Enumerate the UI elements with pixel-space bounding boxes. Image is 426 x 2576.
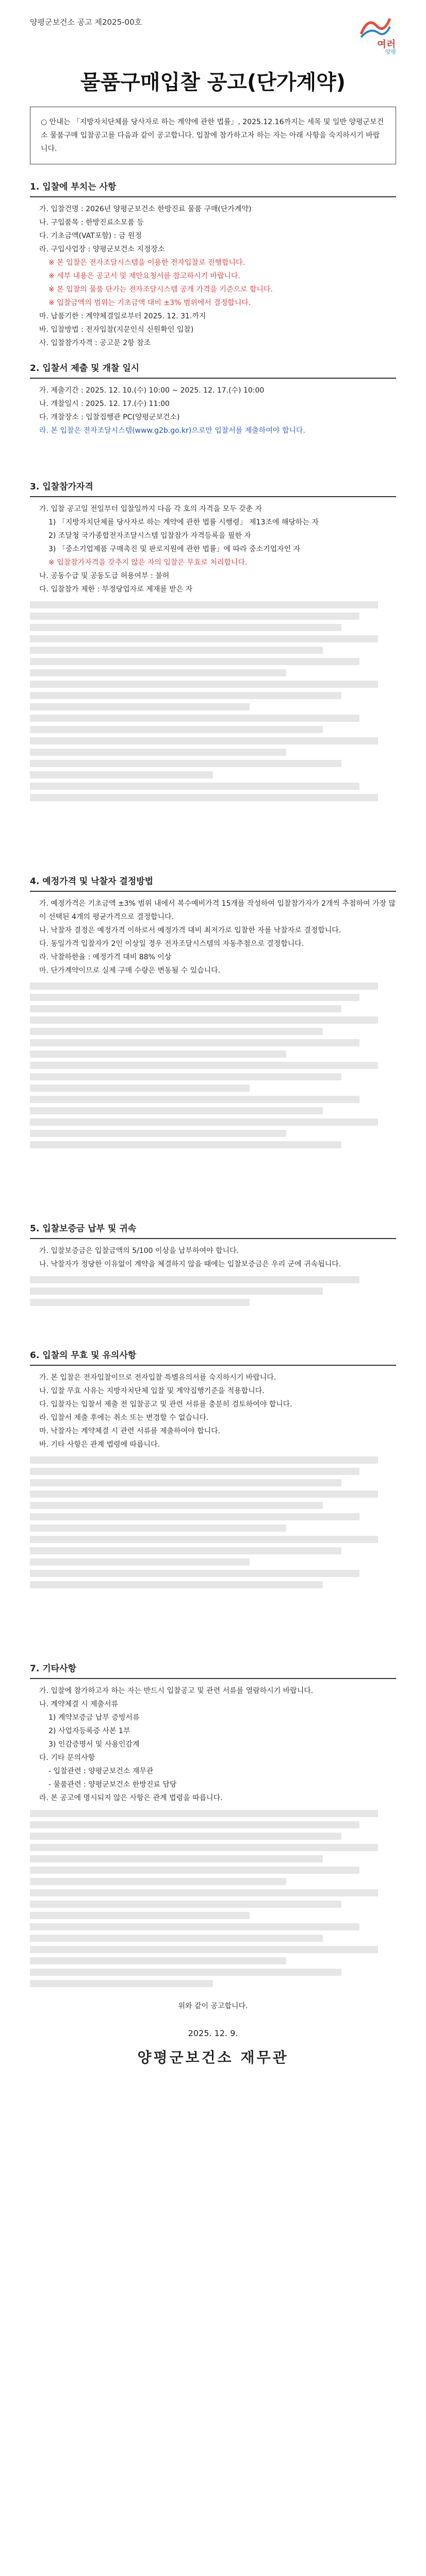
s2-item: 가. 제출기간 : 2025. 12. 10.(수) 10:00 ~ 2025. 12. 17.(수) 10:00	[39, 386, 265, 395]
s5-body-text	[30, 1276, 396, 1306]
s7-item: 나. 계약체결 시 제출서류	[39, 1700, 119, 1708]
logo-subtext: 양평	[385, 48, 396, 55]
s6-item: 라. 입찰서 제출 후에는 취소 또는 변경할 수 없습니다.	[39, 1414, 209, 1422]
county-logo	[335, 12, 396, 54]
s4-item: 나. 낙찰자 결정은 예정가격 이하로서 예정가격 대비 최저가로 입찰한 자를 낙찰자로 결정합니다.	[39, 926, 341, 935]
footer-signature: 양평군보건소 재무관	[137, 2049, 289, 2066]
s6-item: 나. 입찰 무효 사유는 지방자치단체 입찰 및 계약집행기준을 적용합니다.	[39, 1387, 265, 1395]
s1-note: ※ 입찰금액의 범위는 기초금액 대비 ±3% 범위에서 결정합니다.	[48, 299, 251, 307]
s7-item: 라. 본 공고에 명시되지 않은 사항은 관계 법령을 따릅니다.	[39, 1794, 223, 1802]
s6-body-text	[30, 1456, 396, 1588]
s7-item: 3) 인감증명서 및 사용인감계	[48, 1740, 140, 1749]
section-2	[30, 361, 396, 437]
s1-extra: 바. 입찰방법 : 전자입찰(지문인식 신원확인 입찰)	[39, 326, 194, 334]
section-6	[30, 1348, 396, 1588]
section-1	[30, 180, 396, 350]
s1-item: 라. 구입사업장 : 양평군보건소 지정장소	[39, 245, 165, 253]
header	[30, 12, 396, 62]
section-6-title: 6. 입찰의 무효 및 유의사항	[30, 1348, 396, 1366]
s2-item: 라. 본 입찰은 전자조달시스템(www.g2b.go.kr)으로만 입찰서를 제출하여야 합니다.	[39, 427, 305, 435]
section-7-title: 7. 기타사항	[30, 1662, 396, 1679]
s7-body-text	[30, 1810, 396, 1987]
section-5	[30, 1222, 396, 1306]
page-title: 물품구매입찰 공고(단가계약)	[80, 71, 346, 94]
intro-box: ○ 안내는 「지방자치단체를 당사자로 하는 계약에 관한 법률」, 2025.12.16까지는 세목 및 일반 양평군보건소 물품구매 입찰공고를 다음과 같이 공고합니다. 입찰에 참가하고자 하는 자는 아래 사항을 숙지하시기 바랍니다.	[30, 107, 396, 164]
s1-extra: 사. 입찰참가자격 : 공고문 2항 참조	[39, 339, 151, 347]
closing-text: 위와 같이 공고합니다.	[178, 2002, 248, 2010]
s7-item: 2) 사업자등록증 사본 1부	[48, 1727, 130, 1735]
notice-number: 양평군보건소 공고 제2025-00호	[30, 18, 142, 27]
s6-item: 다. 입찰자는 입찰서 제출 전 입찰공고 및 관련 서류를 충분히 검토하여야 합니다.	[39, 1400, 292, 1409]
s7-item: 다. 기타 문의사항	[39, 1754, 95, 1762]
s4-item: 가. 예정가격은 기초금액 ±3% 범위 내에서 복수예비가격 15개를 작성하여 입찰참가자가 2개씩 추첨하여 가장 많이 선택된 4개의 평균가격으로 결정합니다.	[39, 900, 396, 921]
s3-lead: 가. 입찰 공고일 전일부터 입찰일까지 다음 각 호의 자격을 모두 갖춘 자	[39, 505, 263, 513]
s2-item: 다. 개찰장소 : 입찰집행관 PC(양평군보건소)	[39, 413, 180, 421]
s3-more: 나. 공동수급 및 공동도급 허용여부 : 불허	[39, 572, 170, 580]
s7-item: 1) 계약보증금 납부 증빙서류	[48, 1714, 140, 1722]
s4-item: 마. 단가계약이므로 실제 구매 수량은 변동될 수 있습니다.	[39, 967, 221, 975]
s6-item: 마. 낙찰자는 계약체결 시 관련 서류를 제출하여야 합니다.	[39, 1427, 221, 1435]
s7-item: - 입찰관련 : 양평군보건소 재무관	[48, 1767, 154, 1775]
s1-note: ※ 본 입찰의 물품 단가는 전자조달시스템 공개 가격을 기준으로 합니다.	[48, 285, 273, 294]
section-4	[30, 874, 396, 1148]
s4-item: 라. 낙찰하한율 : 예정가격 대비 88% 이상	[39, 953, 172, 961]
s1-note: ※ 본 입찰은 전자조달시스템을 이용한 전자입찰로 진행합니다.	[48, 259, 245, 267]
s3-note: ※ 입찰참가자격을 갖추지 않은 자의 입찰은 무효로 처리합니다.	[48, 558, 248, 567]
section-2-title: 2. 입찰서 제출 및 개찰 일시	[30, 361, 396, 379]
s3-item: 2) 조달청 국가종합전자조달시스템 입찰참가 자격등록을 필한 자	[48, 532, 251, 540]
s1-note: ※ 세부 내용은 공고서 및 제안요청서를 참고하시기 바랍니다.	[48, 272, 240, 280]
s3-more: 다. 입찰참가 제한 : 부정당업자로 제재를 받은 자	[39, 585, 193, 594]
s3-body-text	[30, 601, 396, 801]
footer-date: 2025. 12. 9.	[188, 2028, 238, 2038]
s7-item: - 물품관련 : 양평군보건소 한방진료 담당	[48, 1781, 177, 1789]
section-3-title: 3. 입찰참가자격	[30, 480, 396, 497]
s4-item: 다. 동일가격 입찰자가 2인 이상일 경우 전자조달시스템의 자동추첨으로 결정합니다.	[39, 940, 304, 948]
s1-item: 나. 구입품목 : 한방진료소모품 등	[39, 218, 144, 227]
section-4-title: 4. 예정가격 및 낙찰자 결정방법	[30, 874, 396, 892]
section-5-title: 5. 입찰보증금 납부 및 귀속	[30, 1222, 396, 1239]
logo-text: 여러	[377, 39, 396, 50]
s1-extra: 마. 납품기한 : 계약체결일로부터 2025. 12. 31.까지	[39, 312, 206, 320]
s1-item: 다. 기초금액(VAT포함) : 금 원정	[39, 232, 142, 240]
s6-item: 가. 본 입찰은 전자입찰이므로 전자입찰 특별유의서를 숙지하시기 바랍니다.	[39, 1374, 276, 1382]
s2-item: 나. 개찰일시 : 2025. 12. 17.(수) 11:00	[39, 400, 170, 408]
s1-item: 가. 입찰건명 : 2026년 양평군보건소 한방진료 물품 구매(단가계약)	[39, 205, 252, 213]
s3-item: 1) 「지방자치단체를 당사자로 하는 계약에 관한 법률 시행령」 제13조에 해당하는 자	[48, 518, 319, 527]
section-1-title: 1. 입찰에 부치는 사항	[30, 180, 396, 197]
s6-item: 바. 기타 사항은 관계 법령에 따릅니다.	[39, 1440, 160, 1449]
section-3	[30, 480, 396, 801]
s3-item: 3) 「중소기업제품 구매촉진 및 판로지원에 관한 법률」에 따라 중소기업자인 자	[48, 545, 301, 553]
s5-item: 가. 입찰보증금은 입찰금액의 5/100 이상을 납부하여야 합니다.	[39, 1247, 239, 1255]
s5-item: 나. 낙찰자가 정당한 이유없이 계약을 체결하지 않을 때에는 입찰보증금은 우리 군에 귀속됩니다.	[39, 1260, 341, 1268]
s4-body-text	[30, 982, 396, 1148]
logo-icon	[358, 13, 392, 40]
section-7	[30, 1662, 396, 2013]
s7-item: 가. 입찰에 참가하고자 하는 자는 반드시 입찰공고 및 관련 서류를 열람하시기 바랍니다.	[39, 1687, 314, 1695]
